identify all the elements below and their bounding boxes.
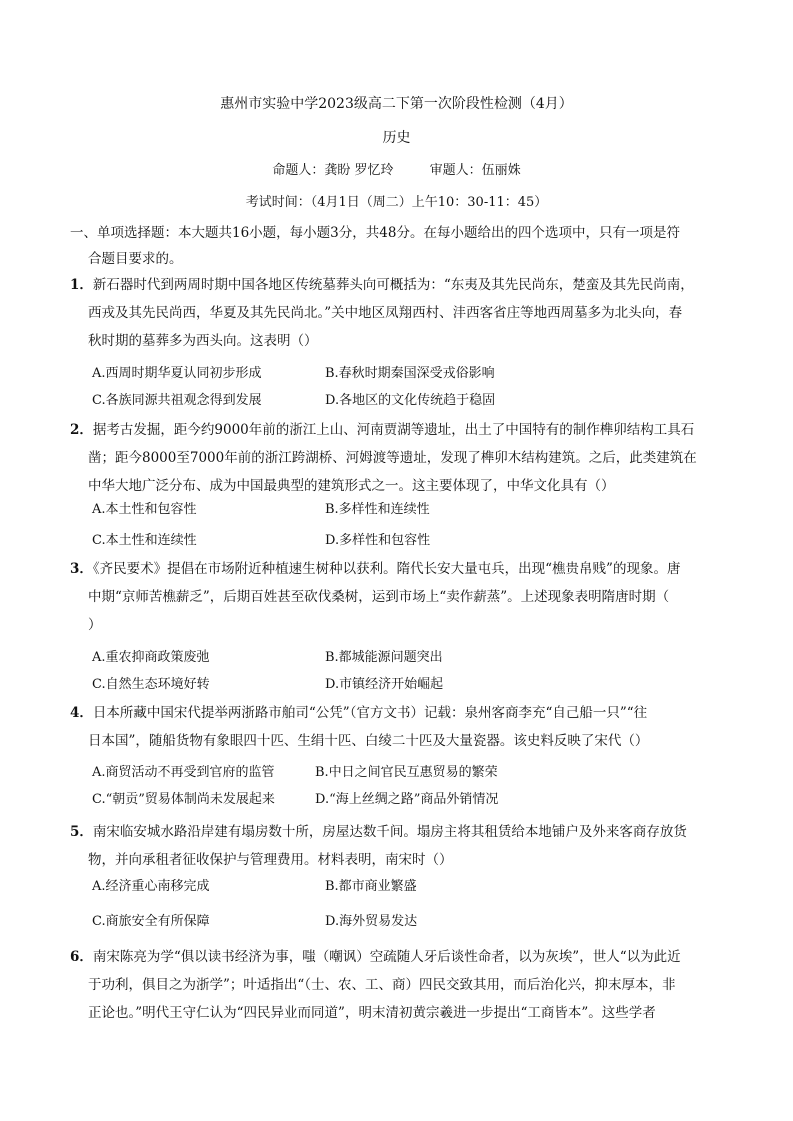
question-text: 据考古发掘，距今约9000年前的浙江上山、河南贾湖等遗址，出土了中国特有的制作榫卯结构工具石 xyxy=(92,422,695,438)
exam-title: 惠州市实验中学2023级高二下第一次阶段性检测（4月） xyxy=(220,96,573,112)
authors-line xyxy=(0,159,793,178)
question-1 xyxy=(70,271,730,355)
question-text: ） xyxy=(88,617,102,633)
question-text: 秋时期的墓葬多为西头向。这表明（） xyxy=(88,333,318,349)
option-a[interactable]: A.西周时期华夏认同初步形成 xyxy=(92,366,262,381)
option-a[interactable]: A.经济重心南移完成 xyxy=(92,879,210,894)
question-number: 2． xyxy=(70,422,93,438)
option-b[interactable]: B.多样性和连续性 xyxy=(325,502,430,517)
option-d[interactable]: D.市镇经济开始崛起 xyxy=(325,677,444,692)
question-text: 日本国”，随船货物有象眼四十匹、生绢十匹、白绫二十匹及大量瓷器。该史料反映了宋代（） xyxy=(88,733,649,749)
question-text: 中华大地广泛分布、成为中国最典型的建筑形式之一。这主要体现了，中华文化具有（） xyxy=(88,478,615,494)
option-c[interactable]: C.商旅安全有所保障 xyxy=(92,914,210,929)
exam-time: 考试时间：（4月1日（周二）上午10：30-11：45） xyxy=(245,195,548,210)
question-number: 4． xyxy=(70,705,93,721)
option-c[interactable]: C.“朝贡”贸易体制尚未发展起来 xyxy=(92,792,275,807)
question-number: 6． xyxy=(70,949,93,965)
question-text: 物，并向承租者征收保护与管理费用。材料表明，南宋时（） xyxy=(88,852,453,868)
option-d[interactable]: D.海外贸易发达 xyxy=(325,914,418,929)
question-text: 于功利，俱目之为浙学”；叶适指出“（士、农、工、商）四民交致其用，而后治化兴，抑末厚本，非 xyxy=(88,977,676,993)
option-d[interactable]: D.“海上丝绸之路”商品外销情况 xyxy=(315,792,499,807)
question-text: 中期“京师苦樵薪乏”，后期百姓甚至砍伐桑树，运到市场上“卖作薪蒸”。上述现象表明隋唐时期（ xyxy=(88,589,670,605)
question-setters: 命题人：龚盼 罗忆玲 xyxy=(272,163,394,178)
question-text: 南宋临安城水路沿岸建有塌房数十所，房屋达数千间。塌房主将其租赁给本地铺户及外来客商存放货 xyxy=(92,824,687,840)
option-a[interactable]: A.商贸活动不再受到官府的监管 xyxy=(92,765,275,780)
option-a[interactable]: A.重农抑商政策废弛 xyxy=(92,650,210,665)
option-a[interactable]: A.本土性和包容性 xyxy=(92,502,197,517)
option-b[interactable]: B.都城能源问题突出 xyxy=(325,650,443,665)
question-5 xyxy=(70,818,730,874)
question-2 xyxy=(70,416,730,500)
question-text: 日本所藏中国宋代提举两浙路市舶司“公凭”（官方文书）记载：泉州客商李充“自己船一只”“往 xyxy=(92,705,648,721)
section-line-1: 一、单项选择题：本大题共16小题，每小题3分，共48分。在每小题给出的四个选项中，只有一项是符 xyxy=(70,225,680,241)
question-number: 5． xyxy=(70,824,93,840)
question-text: 新石器时代到两周时期中国各地区传统墓葬头向可概括为：“东夷及其先民尚东，楚蛮及其先民尚南， xyxy=(92,277,694,293)
question-text: 《齐民要术》提倡在市场附近种植速生树种以获利。隋代长安大量屯兵，出现“樵贵帛贱”的现象。唐 xyxy=(92,561,681,577)
question-3 xyxy=(70,555,730,639)
question-text: 西戎及其先民尚西，华夏及其先民尚北。”关中地区凤翔西村、沣西客省庄等地西周墓多为北头向，春 xyxy=(88,305,683,321)
option-d[interactable]: D.各地区的文化传统趋于稳固 xyxy=(325,393,496,408)
question-text: 正论也。”明代王守仁认为“四民异业而同道”，明末清初黄宗羲进一步提出“工商皆本”。这些学者 xyxy=(88,1005,656,1021)
question-6 xyxy=(70,943,730,1027)
section-heading xyxy=(70,220,730,272)
question-text: 南宋陈亮为学“俱以读书经济为事，嗤（嘲讽）空疏随人牙后谈性命者，以为灰埃”，世人“以为此近 xyxy=(92,949,681,965)
subject-label: 历史 xyxy=(382,130,411,146)
reviewer: 审题人：伍丽姝 xyxy=(429,163,521,178)
section-line-2: 合题目要求的。 xyxy=(88,251,183,267)
option-d[interactable]: D.多样性和包容性 xyxy=(325,533,431,548)
question-4 xyxy=(70,699,730,755)
option-b[interactable]: B.中日之间官民互惠贸易的繁荣 xyxy=(315,765,498,780)
option-c[interactable]: C.各族同源共祖观念得到发展 xyxy=(92,393,262,408)
question-text: 凿；距今8000至7000年前的浙江跨湖桥、河姆渡等遗址，发现了榫卯木结构建筑。之后，此类建筑在 xyxy=(88,450,697,466)
question-number: 3． xyxy=(70,561,93,577)
option-b[interactable]: B.春秋时期秦国深受戎俗影响 xyxy=(325,366,495,381)
option-c[interactable]: C.自然生态环境好转 xyxy=(92,677,210,692)
question-number: 1． xyxy=(70,277,93,293)
option-c[interactable]: C.本土性和连续性 xyxy=(92,533,197,548)
option-b[interactable]: B.都市商业繁盛 xyxy=(325,879,417,894)
